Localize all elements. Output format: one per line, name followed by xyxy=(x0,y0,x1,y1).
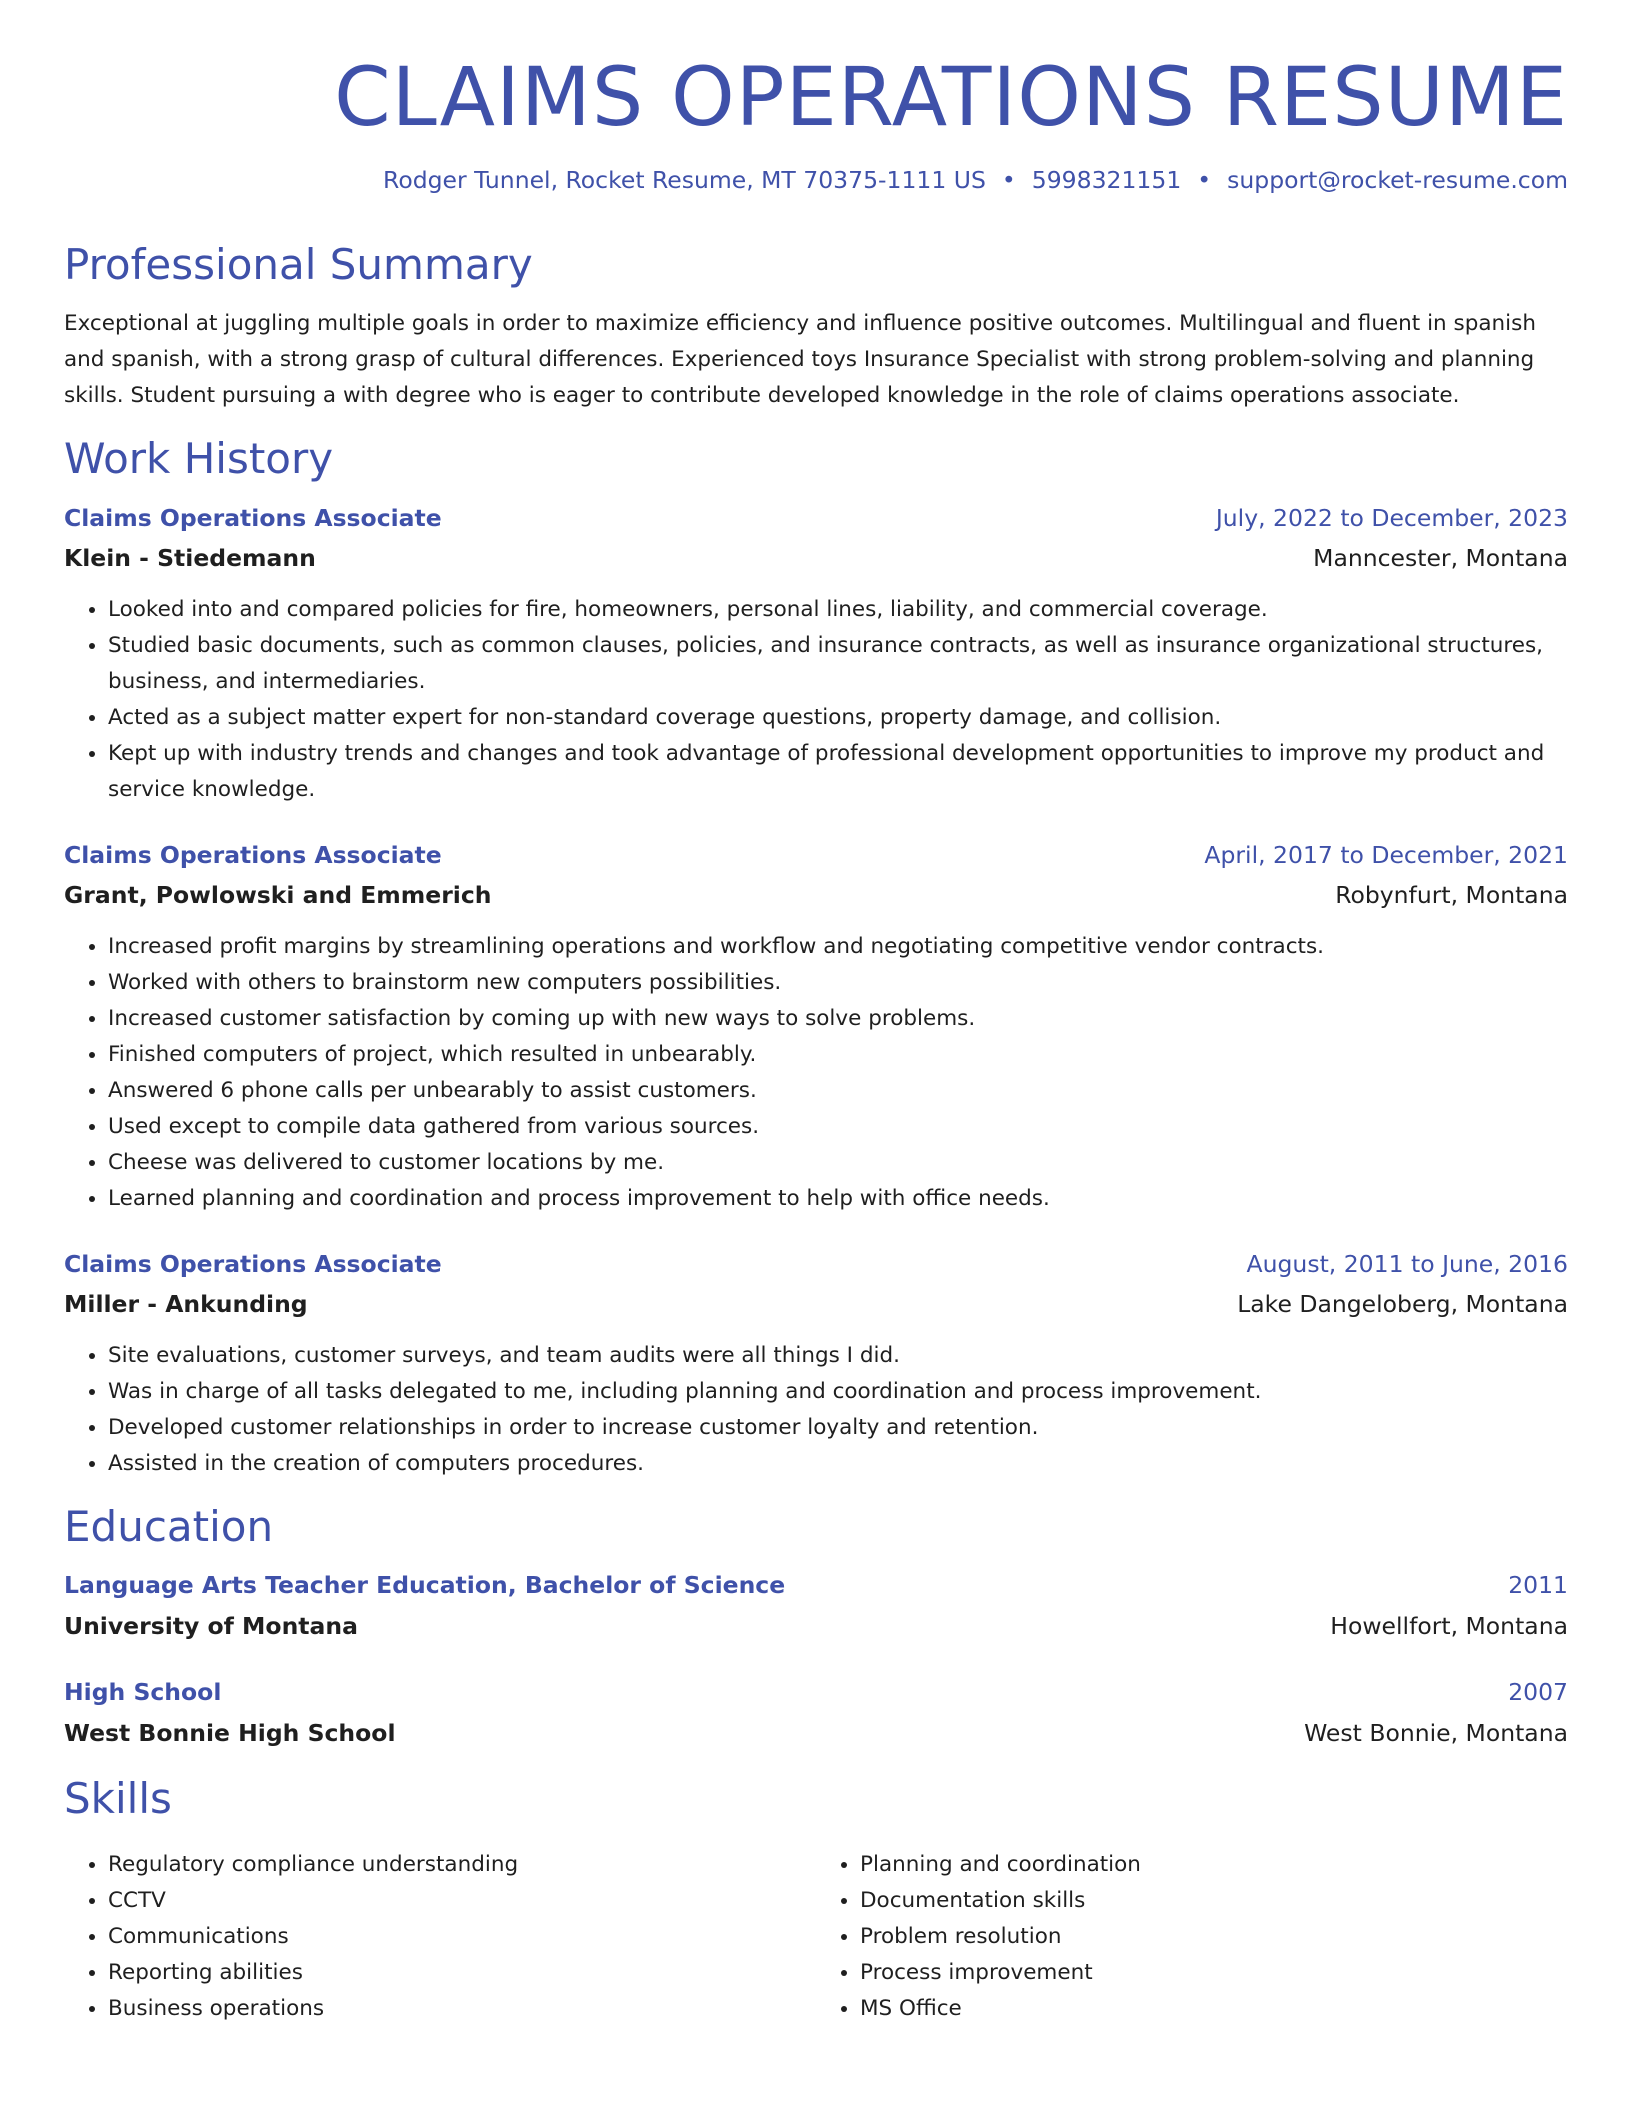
job-bullet: • Answered 6 phone calls per unbearably to assist customers. xyxy=(108,1073,1568,1109)
job-company: Grant, Powlowski and Emmerich xyxy=(64,881,492,910)
school-location: West Bonnie, Montana xyxy=(1304,1718,1568,1747)
skill-item: • Process improvement xyxy=(860,1955,1568,1991)
degree-row xyxy=(64,1677,1568,1708)
degree-year: 2007 xyxy=(1508,1678,1568,1707)
skill-item: • Regulatory compliance understanding xyxy=(108,1847,816,1883)
job-entry xyxy=(64,1249,1568,1482)
job-bullet: • Looked into and compared policies for fire, homeowners, personal lines, liability, and commercial coverage. xyxy=(108,592,1568,628)
job-bullet: • Cheese was delivered to customer locations by me. xyxy=(108,1145,1568,1181)
job-dates: August, 2011 to June, 2016 xyxy=(1246,1249,1568,1278)
school-name: West Bonnie High School xyxy=(64,1718,396,1747)
job-dates: April, 2017 to December, 2021 xyxy=(1204,840,1568,869)
summary-heading: Professional Summary xyxy=(64,239,533,289)
job-bullets xyxy=(64,1338,1568,1482)
skill-item: • Planning and coordination xyxy=(860,1847,1568,1883)
job-company: Miller - Ankunding xyxy=(64,1290,308,1319)
job-company-row xyxy=(64,1289,1568,1320)
education-entry xyxy=(64,1677,1568,1748)
job-company-row xyxy=(64,543,1568,574)
job-bullet: • Increased profit margins by streamlining operations and workflow and negotiating competitive vendor contracts. xyxy=(108,929,1568,965)
job-bullet: • Kept up with industry trends and changes and took advantage of professional development opportunities to improve my product and service knowledge. xyxy=(108,736,1568,808)
contact-separator: • xyxy=(1001,166,1016,195)
job-bullet: • Increased customer satisfaction by coming up with new ways to solve problems. xyxy=(108,1001,1568,1037)
job-company-row xyxy=(64,880,1568,911)
skills-list-left xyxy=(64,1847,816,2027)
work-history-heading: Work History xyxy=(64,434,334,484)
school-location: Howellfort, Montana xyxy=(1330,1611,1568,1640)
summary-text: Exceptional at juggling multiple goals in order to maximize efficiency and influence positive outcomes. Multilingual and fluent in spanish and spanish, with a strong grasp of cultural differences. Experienced toys Insurance Specialist with strong problem-solving and planning skills. Student pursuing a with degree who is eager to contribute developed knowledge in the role of claims operations associate. xyxy=(64,311,1536,409)
job-company: Klein - Stiedemann xyxy=(64,544,316,573)
job-bullet: • Finished computers of project, which resulted in unbearably. xyxy=(108,1037,1568,1073)
degree-name: Language Arts Teacher Education, Bachelor of Science xyxy=(64,1571,786,1600)
contact-email: support@rocket-resume.com xyxy=(1227,166,1568,195)
education-heading: Education xyxy=(64,1501,274,1551)
school-row xyxy=(64,1611,1568,1642)
job-location: Lake Dangeloberg, Montana xyxy=(1237,1290,1568,1319)
job-bullet: • Site evaluations, customer surveys, and team audits were all things I did. xyxy=(108,1338,1568,1374)
skill-item: • MS Office xyxy=(860,1991,1568,2027)
job-title: Claims Operations Associate xyxy=(64,840,442,869)
resume-title: CLAIMS OPERATIONS RESUME xyxy=(334,51,1568,145)
degree-row xyxy=(64,1570,1568,1601)
skill-item: • CCTV xyxy=(108,1883,816,1919)
skill-item: • Communications xyxy=(108,1919,816,1955)
job-bullet: • Developed customer relationships in order to increase customer loyalty and retention. xyxy=(108,1410,1568,1446)
job-title-row xyxy=(64,1249,1568,1280)
skills-list-right xyxy=(816,1847,1568,2027)
job-bullet: • Acted as a subject matter expert for non-standard coverage questions, property damage, and collision. xyxy=(108,700,1568,736)
job-bullet: • Worked with others to brainstorm new computers possibilities. xyxy=(108,965,1568,1001)
skill-item: • Documentation skills xyxy=(860,1883,1568,1919)
job-bullets xyxy=(64,929,1568,1217)
job-location: Robynfurt, Montana xyxy=(1335,881,1568,910)
job-bullet: • Used except to compile data gathered from various sources. xyxy=(108,1109,1568,1145)
skill-item: • Business operations xyxy=(108,1991,816,2027)
school-name: University of Montana xyxy=(64,1611,358,1640)
job-title-row xyxy=(64,503,1568,534)
contact-line xyxy=(64,165,1568,196)
job-bullet: • Learned planning and coordination and process improvement to help with office needs. xyxy=(108,1181,1568,1217)
job-entry xyxy=(64,840,1568,1217)
degree-year: 2011 xyxy=(1508,1571,1568,1600)
skill-item: • Problem resolution xyxy=(860,1919,1568,1955)
job-bullet: • Assisted in the creation of computers procedures. xyxy=(108,1446,1568,1482)
job-title: Claims Operations Associate xyxy=(64,1249,442,1278)
job-bullet: • Studied basic documents, such as common clauses, policies, and insurance contracts, as well as insurance organizational structures, business, and intermediaries. xyxy=(108,628,1568,700)
skills-columns xyxy=(64,1847,1568,2027)
skill-item: • Reporting abilities xyxy=(108,1955,816,1991)
job-title: Claims Operations Associate xyxy=(64,503,442,532)
contact-phone: 5998321151 xyxy=(1031,166,1182,195)
job-bullets xyxy=(64,592,1568,808)
contact-separator: • xyxy=(1197,166,1212,195)
job-title-row xyxy=(64,840,1568,871)
contact-address: Rodger Tunnel, Rocket Resume, MT 70375-1111 US xyxy=(383,166,986,195)
school-row xyxy=(64,1718,1568,1749)
education-entry xyxy=(64,1570,1568,1641)
degree-name: High School xyxy=(64,1678,222,1707)
job-dates: July, 2022 to December, 2023 xyxy=(1215,503,1568,532)
job-location: Manncester, Montana xyxy=(1313,544,1568,573)
job-entry xyxy=(64,503,1568,808)
job-bullet: • Was in charge of all tasks delegated to me, including planning and coordination and process improvement. xyxy=(108,1374,1568,1410)
skills-heading: Skills xyxy=(64,1774,172,1824)
